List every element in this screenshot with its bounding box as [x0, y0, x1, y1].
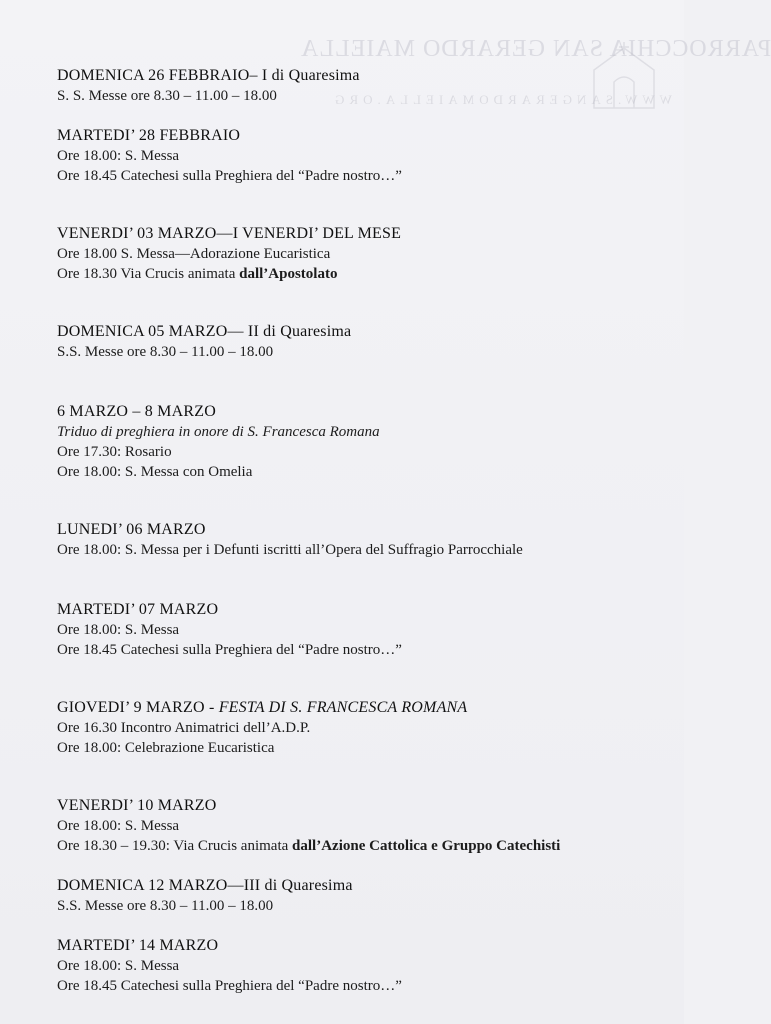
event-line: Ore 18.00: S. Messa [57, 818, 180, 834]
event-line: Ore 18.00: S. Messa con Omelia [57, 464, 253, 480]
event-title-text: VENERDI’ 10 MARZO [57, 797, 217, 814]
event-line: Ore 18.45 Catechesi sulla Preghiera del “Padre nostro…” [57, 642, 402, 658]
event-line: Ore 18.45 Catechesi sulla Preghiera del “Padre nostro…” [57, 978, 402, 994]
event-line [57, 264, 657, 284]
event-line [57, 836, 657, 856]
event-block [57, 126, 657, 186]
event-line: Ore 18.00: S. Messa per i Defunti iscritti all’Opera del Suffragio Parrocchiale [57, 542, 523, 558]
event-title-text: MARTEDI’ 14 MARZO [57, 937, 219, 954]
event-line: Ore 18.00: Celebrazione Eucaristica [57, 740, 275, 756]
event-line: S. S. Messe ore 8.30 – 11.00 – 18.00 [57, 88, 277, 104]
event-title-text: DOMENICA 12 MARZO—III di Quaresima [57, 877, 353, 894]
event-title-feast: FESTA DI S. FRANCESCA ROMANA [218, 699, 468, 716]
event-block [57, 224, 657, 284]
event-line: Ore 17.30: Rosario [57, 444, 172, 460]
event-block [57, 876, 657, 916]
event-line-highlight: dall’Azione Cattolica e Gruppo Catechisti [292, 838, 561, 854]
event-title [57, 698, 657, 718]
event-title [57, 322, 657, 342]
event-block [57, 322, 657, 362]
event-line: Ore 18.00: S. Messa [57, 958, 180, 974]
event-title-text: MARTEDI’ 07 MARZO [57, 601, 219, 618]
event-title [57, 876, 657, 896]
event-title [57, 66, 657, 86]
event-title-text: DOMENICA 26 FEBBRAIO– I di Quaresima [57, 67, 360, 84]
event-title [57, 520, 657, 540]
event-title-text: DOMENICA 05 MARZO— II di Quaresima [57, 323, 352, 340]
bleed-through-header: PARROCCHIA SAN GERARDO MAIELLA [300, 36, 771, 62]
event-line: Ore 16.30 Incontro Animatrici dell’A.D.P. [57, 720, 311, 736]
event-title-text: LUNEDI’ 06 MARZO [57, 521, 206, 538]
event-title-text: MARTEDI’ 28 FEBBRAIO [57, 127, 241, 144]
event-title [57, 126, 657, 146]
event-title [57, 796, 657, 816]
event-line-text: Ore 18.30 – 19.30: Via Crucis animata [57, 838, 293, 854]
event-title [57, 402, 657, 422]
event-line: Triduo di preghiera in onore di S. Francesca Romana [57, 424, 380, 440]
event-line: Ore 18.00 S. Messa—Adorazione Eucaristica [57, 246, 331, 262]
event-title [57, 936, 657, 956]
event-title [57, 600, 657, 620]
event-title-text: GIOVEDI’ 9 MARZO - [57, 699, 219, 716]
event-block [57, 66, 657, 106]
event-line: Ore 18.00: S. Messa [57, 148, 180, 164]
event-line: Ore 18.00: S. Messa [57, 622, 180, 638]
event-block [57, 520, 657, 560]
bleed-through-website: WWW.SANGERARDOMAIELLA.ORG [330, 92, 672, 107]
event-block [57, 796, 657, 856]
event-title-text: VENERDI’ 03 MARZO—I VENERDI’ DEL MESE [57, 225, 402, 242]
event-line-text: Ore 18.30 Via Crucis animata [57, 266, 240, 282]
event-line-highlight: dall’Apostolato [239, 266, 338, 282]
event-title [57, 224, 657, 244]
event-block [57, 936, 657, 996]
event-line: Ore 18.45 Catechesi sulla Preghiera del “Padre nostro…” [57, 168, 402, 184]
event-line: S.S. Messe ore 8.30 – 11.00 – 18.00 [57, 344, 274, 360]
event-block [57, 698, 657, 758]
event-block [57, 600, 657, 660]
event-title-text: 6 MARZO – 8 MARZO [57, 403, 216, 420]
event-line: S.S. Messe ore 8.30 – 11.00 – 18.00 [57, 898, 274, 914]
event-block [57, 402, 657, 482]
